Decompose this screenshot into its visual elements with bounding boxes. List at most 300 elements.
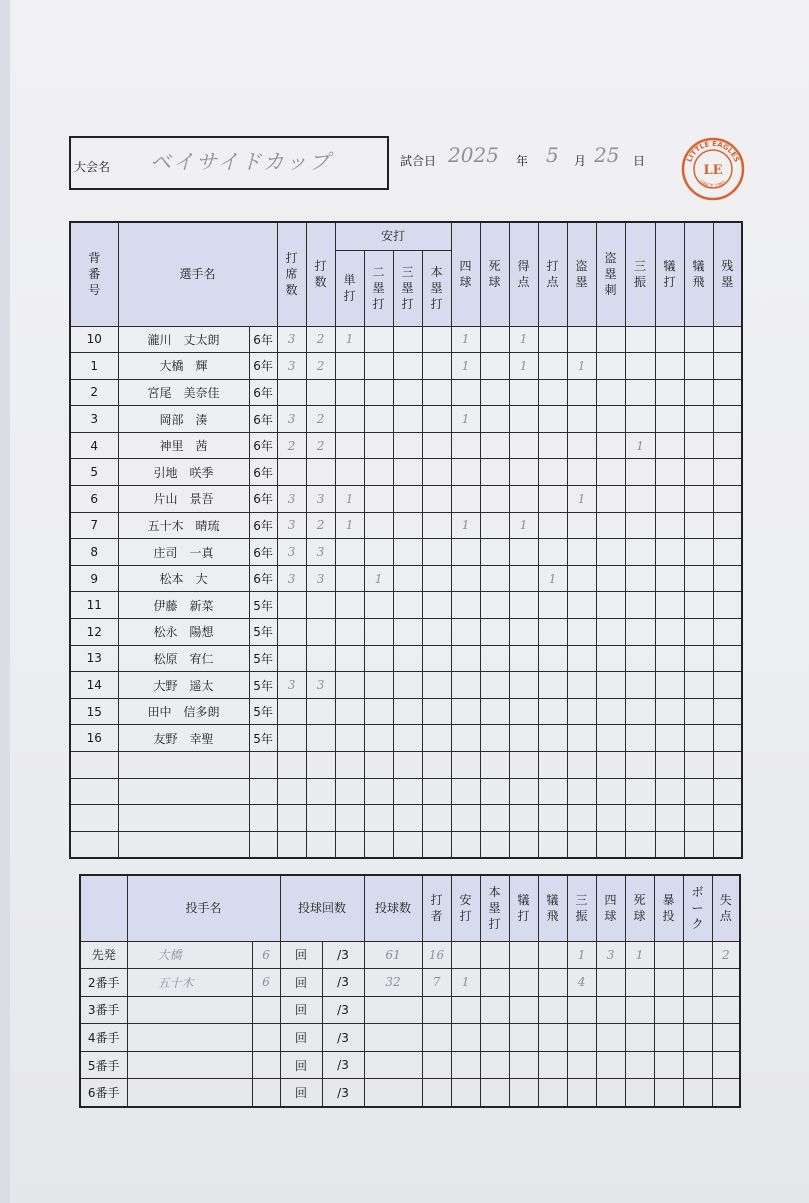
batting-stat-cell	[567, 379, 596, 406]
player-name: 田中 信多朗	[118, 698, 249, 725]
batting-row	[70, 432, 742, 459]
batting-stat-cell	[277, 379, 306, 406]
batting-stat-cell	[655, 353, 684, 380]
batting-stat-cell	[480, 512, 509, 539]
svg-text:SINCE 1981	[698, 179, 728, 189]
player-grade: 5年	[249, 725, 277, 752]
col-caught-stealing: 盗塁刺	[596, 222, 625, 326]
batting-stat-cell	[277, 778, 306, 805]
batting-stat-cell	[335, 379, 364, 406]
pitching-stat-cell	[509, 1079, 538, 1107]
day-label: 日	[633, 154, 646, 168]
batting-stat-cell	[364, 619, 393, 646]
batting-stat-cell	[364, 645, 393, 672]
pitching-stat-cell	[567, 1024, 596, 1052]
batting-stat-cell	[364, 326, 393, 353]
pitching-stat-cell	[538, 1024, 567, 1052]
col-walks: 四球	[596, 875, 625, 941]
pitcher-name	[127, 1024, 252, 1052]
batting-stat-cell	[480, 725, 509, 752]
batting-stat-cell	[422, 592, 451, 619]
pitching-stat-cell	[422, 1051, 451, 1079]
team-logo-icon	[681, 137, 745, 201]
batting-stat-cell	[567, 432, 596, 459]
pitch-count: 32	[364, 969, 422, 997]
batting-stat-cell	[684, 805, 713, 832]
player-name: 神里 茜	[118, 432, 249, 459]
pitching-stat-cell: 16	[422, 941, 451, 969]
batting-stat-cell	[684, 539, 713, 566]
batting-stat-cell: 3	[277, 353, 306, 380]
col-pitcher-label	[80, 875, 127, 941]
batting-stat-cell	[625, 326, 655, 353]
batting-stat-cell	[451, 805, 480, 832]
batting-stat-cell	[596, 592, 625, 619]
batting-row	[70, 805, 742, 832]
batting-stat-cell	[451, 645, 480, 672]
player-name: 松永 陽想	[118, 619, 249, 646]
pitching-stat-cell	[451, 1079, 480, 1107]
batting-stat-cell	[422, 752, 451, 779]
batting-stat-cell	[364, 512, 393, 539]
game-date-label: 試合日	[400, 154, 437, 168]
batting-stat-cell	[596, 353, 625, 380]
player-number: 12	[70, 619, 118, 646]
pitching-stat-cell	[451, 996, 480, 1024]
pitcher-order: 6番手	[80, 1079, 127, 1107]
batting-stat-cell	[509, 805, 538, 832]
batting-stat-cell	[684, 672, 713, 699]
batting-stat-cell	[713, 512, 742, 539]
player-number	[70, 805, 118, 832]
batting-stat-cell	[596, 831, 625, 858]
batting-stat-cell	[306, 778, 335, 805]
batting-stat-cell	[567, 831, 596, 858]
player-number: 5	[70, 459, 118, 486]
batting-stat-cell	[596, 406, 625, 433]
pitching-stat-cell	[422, 1079, 451, 1107]
player-grade: 5年	[249, 698, 277, 725]
batting-row	[70, 539, 742, 566]
player-grade: 5年	[249, 619, 277, 646]
batting-stat-cell	[422, 778, 451, 805]
batting-stat-cell	[596, 512, 625, 539]
batting-stat-cell	[567, 619, 596, 646]
batting-stat-cell	[684, 725, 713, 752]
pitching-stat-cell	[654, 1051, 683, 1079]
inning-unit: 回	[280, 1051, 322, 1079]
pitching-stat-cell	[654, 996, 683, 1024]
player-number: 16	[70, 725, 118, 752]
month-label: 月	[574, 154, 587, 168]
pitching-stat-cell	[683, 969, 712, 997]
batting-stat-cell	[596, 645, 625, 672]
batting-stat-cell: 3	[277, 672, 306, 699]
batting-stat-cell	[509, 565, 538, 592]
batting-stat-cell	[451, 565, 480, 592]
third-unit: /3	[322, 1024, 364, 1052]
batting-stat-cell	[538, 831, 567, 858]
batting-stat-cell	[625, 805, 655, 832]
batting-stat-cell	[713, 539, 742, 566]
batting-stat-cell	[625, 592, 655, 619]
batting-stat-cell	[625, 725, 655, 752]
pitching-stat-cell: 1	[451, 969, 480, 997]
pitching-stat-cell	[654, 969, 683, 997]
batting-stat-cell	[509, 486, 538, 513]
batting-stat-cell	[538, 725, 567, 752]
pitching-stat-cell	[596, 1051, 625, 1079]
player-grade: 6年	[249, 406, 277, 433]
pitch-count	[364, 1024, 422, 1052]
pitching-stat-cell	[451, 1051, 480, 1079]
batting-stat-cell	[713, 565, 742, 592]
batting-stat-cell: 1	[451, 326, 480, 353]
col-hits-group: 安打	[335, 222, 451, 250]
batting-stat-cell	[451, 752, 480, 779]
logo-emblem: LE	[703, 163, 723, 178]
batting-stat-cell	[509, 459, 538, 486]
batting-stat-cell	[538, 619, 567, 646]
batting-row	[70, 725, 742, 752]
batting-row	[70, 672, 742, 699]
batting-stat-cell	[713, 459, 742, 486]
player-number: 9	[70, 565, 118, 592]
batting-stat-cell	[335, 831, 364, 858]
player-name: 友野 幸聖	[118, 725, 249, 752]
player-number: 8	[70, 539, 118, 566]
batting-stat-cell	[684, 831, 713, 858]
batting-stat-cell	[655, 805, 684, 832]
batting-stat-cell	[509, 778, 538, 805]
player-grade: 5年	[249, 592, 277, 619]
pitching-row	[80, 1051, 740, 1079]
pitching-stat-cell: 4	[567, 969, 596, 997]
pitching-stat-cell	[422, 1024, 451, 1052]
pitcher-order: 3番手	[80, 996, 127, 1024]
batting-stat-cell	[567, 645, 596, 672]
batting-stat-cell	[655, 379, 684, 406]
batting-stat-cell	[538, 752, 567, 779]
batting-stat-cell	[451, 831, 480, 858]
batting-stat-cell: 1	[364, 565, 393, 592]
third-unit: /3	[322, 996, 364, 1024]
day-value: 25	[594, 143, 620, 167]
batting-row	[70, 645, 742, 672]
batting-stat-cell	[596, 379, 625, 406]
batting-stat-cell	[538, 592, 567, 619]
batting-stat-cell	[306, 725, 335, 752]
pitching-stat-cell	[538, 1051, 567, 1079]
pitching-stat-cell	[480, 1051, 509, 1079]
batting-stat-cell	[335, 778, 364, 805]
inning-unit: 回	[280, 1024, 322, 1052]
pitching-stat-cell	[712, 1079, 740, 1107]
batting-stat-cell	[480, 459, 509, 486]
batting-stat-cell	[422, 379, 451, 406]
batting-stat-cell	[335, 406, 364, 433]
batting-stat-cell	[335, 432, 364, 459]
batting-stat-cell	[538, 778, 567, 805]
player-grade	[249, 831, 277, 858]
batting-stat-cell	[596, 565, 625, 592]
player-name: 片山 景吾	[118, 486, 249, 513]
player-grade: 5年	[249, 672, 277, 699]
batting-stat-cell	[277, 725, 306, 752]
batting-stat-cell	[596, 539, 625, 566]
batting-stat-cell	[596, 326, 625, 353]
batting-stat-cell	[277, 645, 306, 672]
batting-stat-cell: 3	[277, 406, 306, 433]
player-name: 松原 宥仁	[118, 645, 249, 672]
pitching-stat-cell	[451, 941, 480, 969]
batting-stat-cell	[655, 406, 684, 433]
pitch-count	[364, 996, 422, 1024]
player-number: 1	[70, 353, 118, 380]
batting-stat-cell	[306, 379, 335, 406]
pitch-count: 61	[364, 941, 422, 969]
pitcher-order: 2番手	[80, 969, 127, 997]
batting-stat-cell	[364, 725, 393, 752]
pitch-count	[364, 1079, 422, 1107]
player-number	[70, 831, 118, 858]
batting-stat-cell	[538, 672, 567, 699]
col-runs-allowed: 失点	[712, 875, 740, 941]
batting-stat-cell	[509, 752, 538, 779]
batting-stat-cell	[393, 619, 422, 646]
pitching-stat-cell	[683, 1024, 712, 1052]
batting-stat-cell	[655, 698, 684, 725]
batting-stat-cell	[480, 539, 509, 566]
col-sac-bunts: 犠打	[509, 875, 538, 941]
batting-stat-cell	[451, 539, 480, 566]
batting-stat-cell: 3	[277, 512, 306, 539]
batting-stat-cell	[567, 778, 596, 805]
pitching-stat-cell	[625, 969, 654, 997]
player-number: 11	[70, 592, 118, 619]
player-name: 大野 遥太	[118, 672, 249, 699]
player-grade: 6年	[249, 432, 277, 459]
player-grade: 6年	[249, 459, 277, 486]
batting-stat-cell	[393, 486, 422, 513]
batting-stat-cell: 2	[306, 353, 335, 380]
logo-top-text: LITTLE EAGLES	[685, 139, 741, 164]
batting-stat-cell	[713, 831, 742, 858]
pitching-stat-cell	[596, 969, 625, 997]
batting-stat-cell	[393, 672, 422, 699]
batting-stat-cell	[451, 592, 480, 619]
batting-stat-cell	[422, 698, 451, 725]
batting-stat-cell	[335, 672, 364, 699]
pitching-stat-cell	[567, 1079, 596, 1107]
batting-row	[70, 752, 742, 779]
batting-stat-cell	[306, 752, 335, 779]
batting-stat-cell	[335, 805, 364, 832]
player-name: 岡部 湊	[118, 406, 249, 433]
batting-stat-cell	[451, 778, 480, 805]
batting-row	[70, 406, 742, 433]
pitching-stat-cell	[625, 1051, 654, 1079]
batting-stat-cell	[480, 805, 509, 832]
batting-row	[70, 698, 742, 725]
batting-stat-cell	[684, 353, 713, 380]
batting-stat-cell	[480, 698, 509, 725]
col-wild-pitch: 暴投	[654, 875, 683, 941]
pitching-stat-cell	[567, 996, 596, 1024]
pitching-row	[80, 996, 740, 1024]
batting-stat-cell	[393, 326, 422, 353]
player-number: 4	[70, 432, 118, 459]
batting-stat-cell	[655, 459, 684, 486]
batting-stat-cell	[538, 406, 567, 433]
col-walk: 四球	[451, 222, 480, 326]
col-sac-flies: 犠飛	[538, 875, 567, 941]
player-name: 松本 大	[118, 565, 249, 592]
batting-stat-cell	[538, 432, 567, 459]
batting-stat-cell	[393, 698, 422, 725]
pitcher-innings-full: 6	[252, 941, 280, 969]
batting-stat-cell: 1	[538, 565, 567, 592]
pitching-stat-cell	[712, 969, 740, 997]
col-double: 二塁打	[364, 250, 393, 326]
pitching-row	[80, 969, 740, 997]
batting-stat-cell	[684, 432, 713, 459]
batting-stat-cell	[684, 565, 713, 592]
pitching-stat-cell	[480, 969, 509, 997]
batting-row	[70, 326, 742, 353]
col-balk: ボーク	[683, 875, 712, 941]
batting-stat-cell	[480, 326, 509, 353]
batting-stat-cell	[364, 539, 393, 566]
pitching-stat-cell	[654, 1024, 683, 1052]
pitching-row	[80, 941, 740, 969]
batting-stat-cell	[480, 752, 509, 779]
batting-stat-cell	[393, 725, 422, 752]
batting-stat-cell	[713, 778, 742, 805]
batting-stat-cell	[422, 539, 451, 566]
tournament-label: 大会名	[74, 160, 111, 174]
batting-row	[70, 379, 742, 406]
batting-stat-cell	[567, 326, 596, 353]
pitching-stat-cell	[422, 996, 451, 1024]
player-grade	[249, 778, 277, 805]
player-number: 7	[70, 512, 118, 539]
batting-stat-cell	[277, 459, 306, 486]
batting-stat-cell	[655, 645, 684, 672]
batting-stat-cell	[684, 379, 713, 406]
batting-stat-cell	[509, 432, 538, 459]
batting-stat-cell	[306, 459, 335, 486]
pitching-stat-cell	[625, 996, 654, 1024]
batting-stat-cell	[509, 406, 538, 433]
batting-stat-cell	[393, 379, 422, 406]
batting-stat-cell	[596, 432, 625, 459]
year-value: 2025	[448, 143, 499, 167]
batting-stat-cell	[567, 565, 596, 592]
batting-stat-cell	[451, 725, 480, 752]
batting-stat-cell	[509, 831, 538, 858]
batting-stat-cell	[596, 672, 625, 699]
batting-stat-cell	[422, 619, 451, 646]
batting-stat-cell	[393, 432, 422, 459]
player-name: 引地 咲季	[118, 459, 249, 486]
pitcher-name	[127, 1051, 252, 1079]
batting-stat-cell	[364, 379, 393, 406]
batting-stat-cell	[567, 805, 596, 832]
batting-row	[70, 353, 742, 380]
batting-stat-cell	[538, 353, 567, 380]
pitcher-name	[127, 996, 252, 1024]
batting-stat-cell	[422, 432, 451, 459]
batting-stat-cell	[480, 432, 509, 459]
pitching-stat-cell	[480, 1079, 509, 1107]
batting-stat-cell: 1	[335, 512, 364, 539]
batting-stat-cell	[625, 539, 655, 566]
inning-unit: 回	[280, 996, 322, 1024]
batting-stat-cell: 1	[335, 326, 364, 353]
col-at-bats: 打数	[306, 222, 335, 326]
batting-stat-cell: 2	[306, 432, 335, 459]
col-single: 単打	[335, 250, 364, 326]
batting-stat-cell	[684, 645, 713, 672]
col-strikeouts: 三振	[567, 875, 596, 941]
batting-stat-cell	[364, 752, 393, 779]
batting-stat-cell	[277, 592, 306, 619]
pitching-stat-cell: 7	[422, 969, 451, 997]
player-number	[70, 778, 118, 805]
batting-stat-cell	[364, 486, 393, 513]
batting-stat-cell	[509, 539, 538, 566]
batting-stat-cell	[684, 778, 713, 805]
batting-stat-cell: 2	[277, 432, 306, 459]
batting-stat-cell	[655, 539, 684, 566]
batting-stat-cell	[684, 698, 713, 725]
batting-stat-cell	[480, 406, 509, 433]
player-grade: 6年	[249, 326, 277, 353]
batting-stat-cell: 1	[509, 326, 538, 353]
batting-stat-cell	[713, 353, 742, 380]
inning-unit: 回	[280, 941, 322, 969]
batting-stat-cell	[480, 619, 509, 646]
batting-stat-cell	[684, 326, 713, 353]
batting-stat-cell	[509, 672, 538, 699]
batting-stat-cell: 3	[306, 672, 335, 699]
player-number: 14	[70, 672, 118, 699]
batting-stat-cell	[655, 752, 684, 779]
batting-stat-cell	[625, 831, 655, 858]
batting-stat-cell	[422, 645, 451, 672]
pitching-stat-cell: 2	[712, 941, 740, 969]
batting-stat-cell: 3	[306, 539, 335, 566]
batting-stat-cell	[625, 486, 655, 513]
player-grade	[249, 805, 277, 832]
batting-stat-cell	[277, 619, 306, 646]
batting-stat-cell	[567, 592, 596, 619]
player-number: 6	[70, 486, 118, 513]
batting-stat-cell	[277, 698, 306, 725]
player-grade: 6年	[249, 486, 277, 513]
pitching-stat-cell	[596, 1024, 625, 1052]
batting-stat-cell: 3	[306, 486, 335, 513]
batting-stat-cell	[538, 379, 567, 406]
batting-stat-cell: 2	[306, 326, 335, 353]
col-innings: 投球回数	[280, 875, 364, 941]
batting-stat-cell	[422, 831, 451, 858]
batting-stat-cell	[393, 565, 422, 592]
batting-stat-cell: 1	[625, 432, 655, 459]
batting-stat-cell	[306, 592, 335, 619]
batting-stat-cell	[480, 672, 509, 699]
